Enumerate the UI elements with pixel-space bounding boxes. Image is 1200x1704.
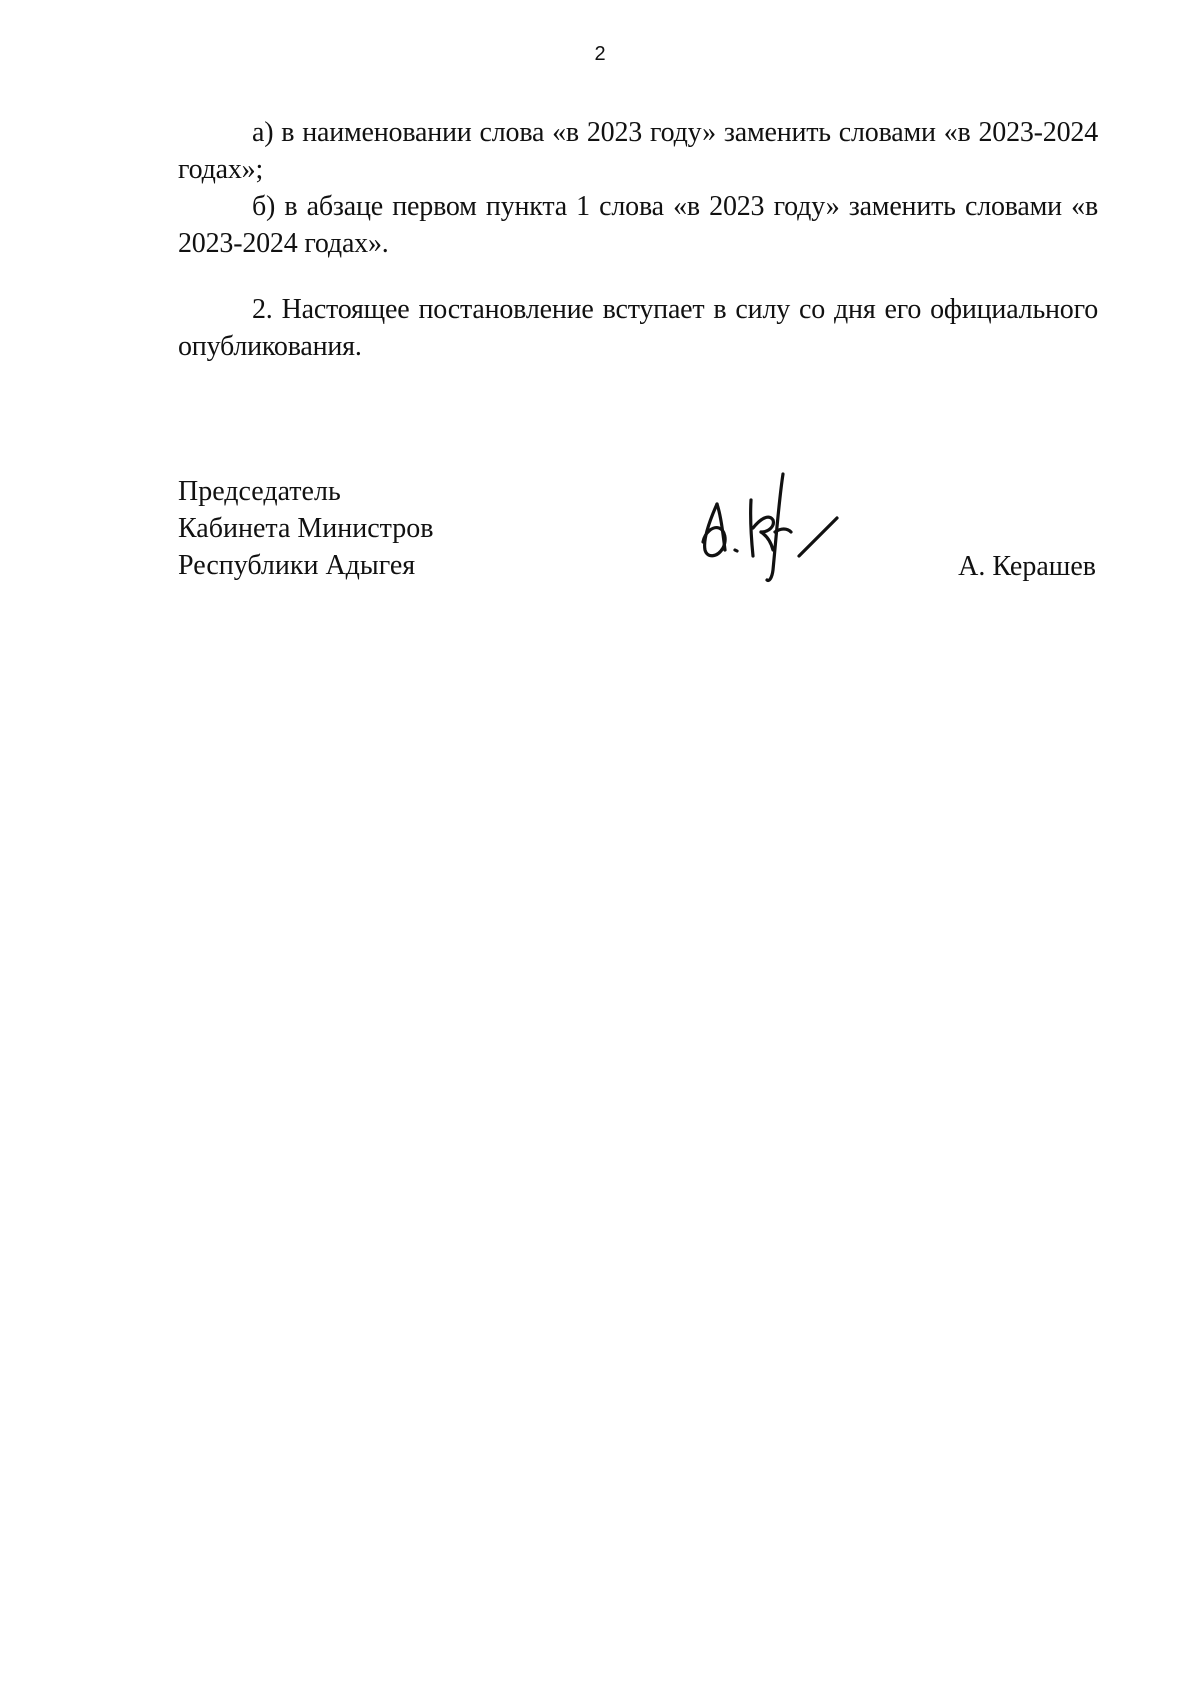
paragraph-a: а) в наименовании слова «в 2023 году» заменить словами «в 2023-2024 годах»;	[178, 117, 1098, 185]
signatory-title-line: Кабинета Министров	[178, 513, 434, 544]
document-body	[178, 114, 1098, 365]
paragraph-spacer	[178, 262, 1098, 291]
signatory-title-line: Республики Адыгея	[178, 550, 416, 581]
page-number: 2	[594, 43, 606, 65]
signatory-title	[178, 473, 433, 584]
handwritten-signature-icon	[695, 470, 855, 585]
signer-name: А. Керашев	[958, 551, 1096, 582]
paragraph-2: 2. Настоящее постановление вступает в силу со дня его официального опубликования.	[178, 294, 1098, 362]
paragraph-b: б) в абзаце первом пункта 1 слова «в 2023 году» заменить словами «в 2023-2024 годах».	[178, 191, 1098, 259]
signatory-title-line: Председатель	[178, 476, 341, 507]
